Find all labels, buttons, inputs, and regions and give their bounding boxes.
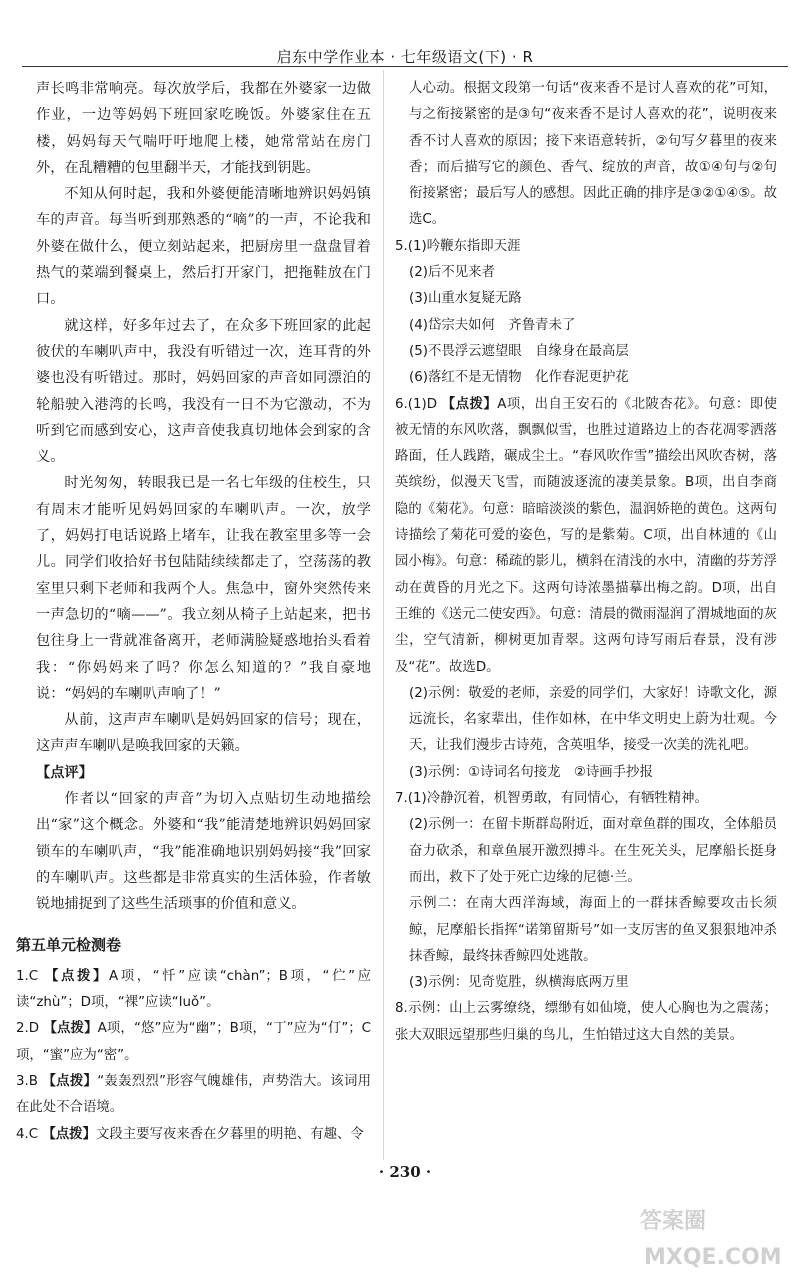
answer-6-tag: 【点拨】	[441, 396, 498, 412]
watermark-logo	[630, 1196, 800, 1276]
answer-1-tag: 【点拨】	[45, 968, 109, 984]
essay-paragraph-3: 就这样，好多年过去了，在众多下班回家的此起彼伏的车喇叭声中，我没有听错过一次，连耳背的外婆也没有听错过。那时，妈妈回家的声音如同漂泊的轮船驶入港湾的长鸣，我没有一日不为它激动，不为听到它而感到安心，这声音使我真切地体会到家的含义。	[36, 317, 371, 466]
watermark-top: 答案圈	[640, 1209, 707, 1234]
essay-paragraph-5: 从前，这声声车喇叭是妈妈回家的信号；现在，这声声车喇叭是唤我回家的天籁。	[36, 712, 371, 755]
answer-5-item: (5)不畏浮云遮望眼 自缘身在最高层	[409, 343, 629, 359]
left-column	[16, 76, 372, 1148]
answer-4	[16, 1122, 371, 1148]
essay-paragraph-2: 不知从何时起，我和外婆便能清晰地辨识妈妈镇车的声音。每当听到那熟悉的“嘀”的一声，不论我和外婆在做什么，便立刻站起来，把厨房里一盘盘冒着热气的菜端到餐桌上，然后打开家门，把拖鞋放在门口。	[36, 186, 371, 308]
answer-5-item: (3)山重水复疑无路	[409, 291, 522, 307]
answer-5-item: (2)后不见来者	[409, 265, 495, 281]
comment-text: 作者以“回家的声音”为切入点贴切生动地描绘出“家”这个概念。外婆和“我”能清楚地辨识妈妈回家锁车的车喇叭声，“我”能准确地识别妈妈接“我”回家的车喇叭声。这些都是非常真实的生活体验，作者敏锐地捕捉到了这些生活琐事的价值和意义。	[36, 791, 371, 913]
answer-6-text: A项，出自王安石的《北陂杏花》。句意：即使被无情的东风吹落，飘飘似雪，也胜过道路边上的杏花凋零洒落路面，任人践踏，碾成尘土。“春风吹作雪”描绘出风吹杏树，落英缤纷，似漫天飞雪，而随波逐流的凄美景象。B项，出自李商隐的《菊花》。句意：暗暗淡淡的紫色，温润娇艳的黄色。这两句诗描绘了菊花可爱的姿色，写的是紫菊。C项，出自林逋的《山园小梅》。句意：稀疏的影儿，横斜在清浅的水中，清幽的芬芳浮动在黄昏的月光之下。这两句诗浓墨描摹出梅之韵。D项，出自王维的《送元二使安西》。句意：清晨的微雨湿润了渭城地面的灰尘，空气清新，柳树更加青翠。这两句诗写雨后春景，没有涉及“花”。故选D。	[395, 396, 777, 675]
column-divider	[383, 70, 384, 1160]
answer-7-num: 7.	[395, 791, 408, 807]
answer-5-num: 5.	[395, 238, 408, 254]
answer-1-text: A项，“忏”应读“chàn”；B项，“伫”应读“zhù”；D项，“裸”应读“luǒ”。	[16, 968, 371, 1011]
answer-8-text: 示例：山上云雾缭绕，缥缈有如仙境，使人心胸也为之震荡；张大双眼远望那些归巢的鸟儿，生怕错过这大自然的美景。	[395, 1001, 777, 1043]
answer-4-num: 4.C	[16, 1126, 39, 1142]
answer-6-choice: (1)D	[407, 396, 438, 412]
comment-label: 【点评】	[36, 764, 93, 781]
answer-6-part-2: (2)示例：敬爱的老师，亲爱的同学们，大家好！诗歌文化，源远流长，名家辈出，佳作如林，在中华文明史上蔚为壮观。今天，让我们漫步古诗苑，含英咀华，接受一次美的洗礼吧。	[409, 685, 777, 754]
answer-8-num: 8.	[395, 1001, 408, 1017]
answer-6	[395, 392, 777, 786]
answer-4-tag: 【点拨】	[42, 1126, 96, 1142]
section-title: 第五单元检测卷	[16, 935, 122, 954]
answer-8	[395, 996, 777, 1049]
essay-paragraph-1: 声长鸣非常响亮。每次放学后，我都在外婆家一边做作业，一边等妈妈下班回家吃晚饭。外婆家住在五楼，妈妈每天气喘吁吁地爬上楼，她常常站在房门外，在乱糟糟的包里翻半天，才能找到钥匙。	[36, 81, 371, 176]
answer-7	[395, 786, 777, 996]
answer-3	[16, 1069, 371, 1122]
answer-6-num: 6.	[395, 396, 408, 412]
right-column	[395, 76, 777, 1049]
answer-7-part-2a: (2)示例一：在留卡斯群岛附近，面对章鱼群的围攻，全体船员奋力砍杀，和章鱼展开激烈搏斗。在生死关头，尼摩船长挺身而出，救下了处于死亡边缘的尼德·兰。	[409, 817, 777, 885]
answer-5-item: (6)落红不是无情物 化作春泥更护花	[409, 370, 629, 386]
answer-7-part-3: (3)示例：见奇览胜，纵横海底两万里	[409, 975, 629, 991]
answer-5-item: (4)岱宗夫如何 齐鲁青未了	[409, 317, 576, 333]
answer-3-num: 3.B	[16, 1073, 38, 1089]
answer-7-part-1: (1)冷静沉着，机智勇敢，有同情心，有牺牲精神。	[407, 791, 708, 807]
page-header	[0, 0, 810, 70]
answer-1	[16, 964, 371, 1017]
answer-2	[16, 1016, 371, 1069]
answer-3-tag: 【点拨】	[42, 1073, 98, 1089]
header-rule	[22, 66, 788, 67]
page-number: · 230 ·	[378, 1163, 432, 1181]
answer-3-text: “轰轰烈烈”形容气魄雄伟，声势浩大。该词用在此处不合语境。	[16, 1073, 372, 1116]
essay-paragraph-4: 时光匆匆，转眼我已是一名七年级的住校生，只有周末才能听见妈妈回家的车喇叭声。一次，放学了，妈妈打电话说路上堵车，让我在教室里多等一会儿。同学们收拾好书包陆陆续续都走了，空荡荡的教室里只剩下老师和我两个人。焦急中，窗外突然传来一声急切的“嘀——”。我立刻从椅子上站起来，把书包往身上一背就准备离开，老师满脸疑惑地抬头看着我：“你妈妈来了吗？你怎么知道的？”我自豪地说：“妈妈的车喇叭声响了！”	[36, 475, 371, 702]
answer-4-continued: 人心动。根据文段第一句话“夜来香不是讨人喜欢的花”可知，与之衔接紧密的是③句“夜来香不是讨人喜欢的花”，说明夜来香不讨人喜欢的原因；接下来语意转折，②句写夕暮里的夜来香；而后描写它的颜色、香气、绽放的声音，故①④句与②句衔接紧密；最后写人的感想。因此正确的排序是③②①④⑤。故选C。	[409, 81, 778, 228]
answer-4-text: 文段主要写夜来香在夕暮里的明艳、有趣、令	[95, 1126, 364, 1142]
header-title: 启东中学作业本 · 七年级语文(下) · R	[276, 48, 534, 66]
answer-2-text: A项，“悠”应为“幽”；B项，“丁”应为“仃”；C项，“蜜”应为“密”。	[16, 1021, 371, 1063]
answer-5	[395, 234, 777, 392]
answer-2-tag: 【点拨】	[43, 1021, 98, 1037]
answer-6-part-3: (3)示例：①诗词名句接龙 ②诗画手抄报	[409, 764, 653, 780]
answer-7-part-2b: 示例二：在南大西洋海域，海面上的一群抹香鲸要攻击长须鲸，尼摩船长指挥“诺第留斯号”如一支厉害的鱼叉狠狠地冲杀抹香鲸，最终抹香鲸四处逃散。	[409, 896, 777, 964]
answer-1-num: 1.C	[16, 968, 39, 984]
answer-2-num: 2.D	[16, 1021, 40, 1037]
answer-5-item: (1)吟鞭东指即天涯	[407, 238, 521, 254]
watermark-bottom: MXQE.COM	[644, 1245, 782, 1270]
